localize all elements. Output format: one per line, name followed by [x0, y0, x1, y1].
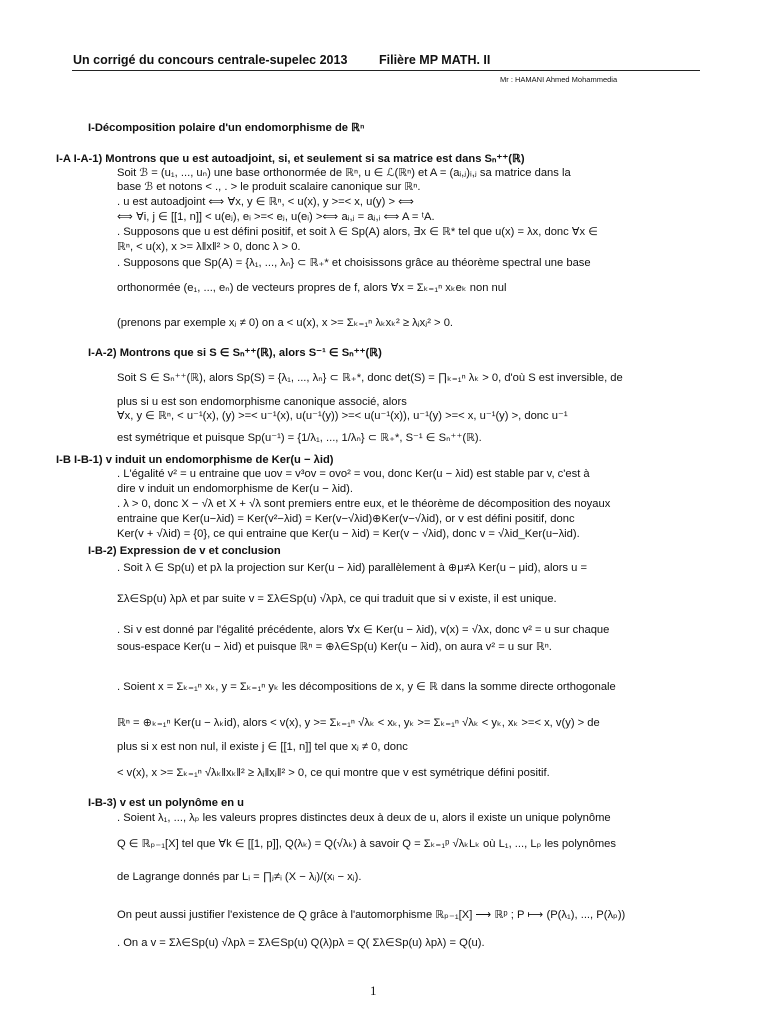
section-heading: I-Décomposition polaire d'un endomorphisme de ℝⁿ: [88, 122, 365, 134]
page-number: 1: [370, 983, 377, 998]
text-line: . Soient λ₁, ..., λₚ les valeurs propres distinctes deux à deux de u, alors il existe un unique polynôme: [117, 812, 611, 824]
text-line: . λ > 0, donc X − √λ et X + √λ sont premiers entre eux, et le théorème de décomposition des noyaux: [117, 498, 611, 510]
text-line: entraine que Ker(u−λid) = Ker(v²−λid) = Ker(v−√λid)⊕Ker(v−√λid), or v est défini positif, donc: [117, 513, 575, 525]
section-heading: I-B-3) v est un polynôme en u: [88, 797, 245, 809]
text-line: Ker(v + √λid) = {0}, ce qui entraine que Ker(u − λid) = Ker(v − √λid), donc v = √λid_Ker(u−λid).: [117, 528, 580, 540]
text-line: . Si v est donné par l'égalité précédente, alors ∀x ∈ Ker(u − λid), v(x) = √λx, donc v² = u sur chaque: [117, 624, 610, 636]
text-line: de Lagrange donnés par Lᵢ = ∏ⱼ≠ᵢ (X − λⱼ)/(xᵢ − xⱼ).: [117, 871, 362, 883]
header-rule: [72, 70, 700, 71]
text-line: Soit S ∈ Sₙ⁺⁺(ℝ), alors Sp(S) = {λ₁, ..., λₙ} ⊂ ℝ₊*, donc det(S) = ∏ₖ₌₁ⁿ λₖ > 0, d'où S est inversible, de: [117, 372, 623, 384]
text-line: base ℬ et notons < ., . > le produit scalaire canonique sur ℝⁿ.: [117, 181, 421, 193]
text-line: ∀x, y ∈ ℝⁿ, < u⁻¹(x), (y) >=< u⁻¹(x), u(u⁻¹(y)) >=< u(u⁻¹(x)), u⁻¹(y) >=< x, u⁻¹(y) >, donc u⁻¹: [117, 410, 568, 422]
header-author: Mr : HAMANI Ahmed Mohammedia: [500, 75, 618, 84]
text-line: ℝⁿ = ⊕ₖ₌₁ⁿ Ker(u − λₖid), alors < v(x), y >= Σₖ₌₁ⁿ √λₖ < xₖ, yₖ >= Σₖ₌₁ⁿ √λₖ < yₖ, xₖ >=< x, v(y) > de: [117, 717, 600, 729]
section-heading: I-B-2) Expression de v et conclusion: [88, 545, 281, 557]
text-line: . Supposons que Sp(A) = {λ₁, ..., λₙ} ⊂ ℝ₊* et choisissons grâce au théorème spectral une base: [117, 257, 591, 269]
text-line: Σλ∈Sp(u) λpλ et par suite v = Σλ∈Sp(u) √λpλ, ce qui traduit que si v existe, il est unique.: [117, 593, 557, 605]
section-heading: I-B I-B-1) v induit un endomorphisme de Ker(u − λid): [56, 454, 334, 466]
text-line: est symétrique et puisque Sp(u⁻¹) = {1/λ₁, ..., 1/λₙ} ⊂ ℝ₊*, S⁻¹ ∈ Sₙ⁺⁺(ℝ).: [117, 432, 482, 444]
text-line: < v(x), x >= Σₖ₌₁ⁿ √λₖ‖xₖ‖² ≥ λⱼ‖xⱼ‖² > 0, ce qui montre que v est symétrique défini positif.: [117, 767, 550, 779]
header-filiere: Filière MP MATH. II: [379, 53, 491, 67]
text-line: Soit ℬ = (u₁, ..., uₙ) une base orthonormée de ℝⁿ, u ∈ ℒ(ℝⁿ) et A = (aᵢ,ⱼ)ᵢ,ⱼ sa matrice dans la: [117, 167, 571, 179]
text-line: ⟺ ∀i, j ∈ [[1, n]] < u(eⱼ), eᵢ >=< eⱼ, u(eᵢ) >⟺ aᵢ,ⱼ = aⱼ,ᵢ ⟺ A = ᵗA.: [117, 211, 435, 223]
text-line: ℝⁿ, < u(x), x >= λ‖x‖² > 0, donc λ > 0.: [117, 241, 301, 253]
text-line: . Supposons que u est défini positif, et soit λ ∈ Sp(A) alors, ∃x ∈ ℝ* tel que u(x) = λx, donc ∀x ∈: [117, 226, 598, 238]
text-line: (prenons par exemple xⱼ ≠ 0) on a < u(x), x >= Σₖ₌₁ⁿ λₖxₖ² ≥ λⱼxⱼ² > 0.: [117, 317, 454, 329]
text-line: plus si x est non nul, il existe j ∈ [[1, n]] tel que xⱼ ≠ 0, donc: [117, 741, 408, 753]
text-line: On peut aussi justifier l'existence de Q grâce à l'automorphisme ℝₚ₋₁[X] ⟶ ℝᵖ ; P ⟼ (P(λ₁), ..., P(λₚ)): [117, 909, 626, 921]
text-line: . Soit λ ∈ Sp(u) et pλ la projection sur Ker(u − λid) parallèlement à ⊕μ≠λ Ker(u − μid), alors u =: [117, 562, 587, 574]
text-line: dire v induit un endomorphisme de Ker(u − λid).: [117, 483, 353, 495]
text-line: plus si u est son endomorphisme canonique associé, alors: [117, 396, 407, 408]
text-line: sous-espace Ker(u − λid) et puisque ℝⁿ = ⊕λ∈Sp(u) Ker(u − λid), on aura v² = u sur ℝⁿ.: [117, 641, 552, 653]
section-heading: I-A I-A-1) Montrons que u est autoadjoint, si, et seulement si sa matrice est dans Sₙ⁺⁺(ℝ): [56, 153, 525, 165]
text-line: . u est autoadjoint ⟺ ∀x, y ∈ ℝⁿ, < u(x), y >=< x, u(y) > ⟺: [117, 196, 415, 208]
text-line: . L'égalité v² = u entraine que uov = v³ov = ovo² = vou, donc Ker(u − λid) est stable par v, c'est à: [117, 468, 590, 480]
text-line: orthonormée (e₁, ..., eₙ) de vecteurs propres de f, alors ∀x = Σₖ₌₁ⁿ xₖeₖ non nul: [117, 282, 507, 294]
text-line: Q ∈ ℝₚ₋₁[X] tel que ∀k ∈ [[1, p]], Q(λₖ) = Q(√λₖ) à savoir Q = Σₖ₌₁ᵖ √λₖLₖ où L₁, ..., Lₚ les polynômes: [117, 838, 616, 850]
section-heading: I-A-2) Montrons que si S ∈ Sₙ⁺⁺(ℝ), alors S⁻¹ ∈ Sₙ⁺⁺(ℝ): [88, 347, 382, 359]
header-title: Un corrigé du concours centrale-supelec 2013: [73, 53, 348, 67]
text-line: . Soient x = Σₖ₌₁ⁿ xₖ, y = Σₖ₌₁ⁿ yₖ les décompositions de x, y ∈ ℝ dans la somme directe orthogonale: [117, 681, 616, 693]
text-line: . On a v = Σλ∈Sp(u) √λpλ = Σλ∈Sp(u) Q(λ)pλ = Q( Σλ∈Sp(u) λpλ) = Q(u).: [117, 937, 485, 949]
